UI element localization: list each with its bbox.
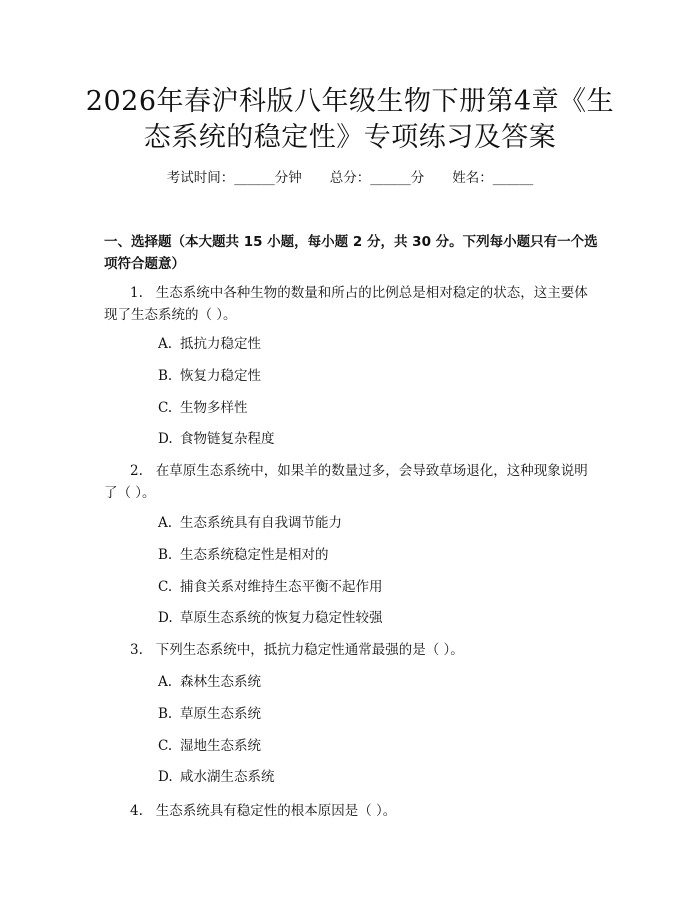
option-letter: B.: [158, 706, 173, 722]
question-4-text: 生态系统具有稳定性的根本原因是（ ）。: [155, 803, 397, 819]
option-letter: C.: [158, 400, 173, 416]
question-3-line-1: [104, 639, 604, 661]
option-text: 生态系统稳定性是相对的: [180, 547, 329, 563]
exam-meta: [0, 168, 700, 188]
option-text: 食物链复杂程度: [180, 431, 275, 447]
document-title-line-1: 2026年春沪科版八年级生物下册第4章《生: [85, 86, 615, 117]
question-3-option-d: [158, 767, 598, 787]
question-4-number: 4.: [130, 803, 143, 819]
section-heading-line-1: 一、选择题（本大题共 15 小题，每小题 2 分，共 30 分。下列每小题只有一个选: [104, 234, 598, 250]
option-letter: C.: [158, 579, 173, 595]
option-letter: A.: [158, 515, 173, 531]
exam-time: 考试时间：______分钟: [166, 170, 302, 186]
question-1-option-d: [158, 429, 598, 449]
question-3-option-b: [158, 704, 598, 724]
question-2-line-1: [104, 460, 604, 482]
question-1-option-b: [158, 366, 598, 386]
option-letter: D.: [158, 769, 173, 785]
question-1-option-a: [158, 334, 598, 354]
question-2-option-c: [158, 577, 598, 597]
option-text: 捕食关系对维持生态平衡不起作用: [180, 579, 383, 595]
question-3-option-c: [158, 736, 598, 756]
question-3-option-a: [158, 672, 598, 692]
question-3-text: 下列生态系统中，抵抗力稳定性通常最强的是（ ）。: [155, 642, 464, 658]
question-2-option-d: [158, 608, 598, 628]
option-text: 湿地生态系统: [180, 738, 261, 754]
option-letter: D.: [158, 610, 173, 626]
section-heading-line-2: 项符合题意）: [104, 256, 185, 272]
question-2-option-b: [158, 545, 598, 565]
option-letter: B.: [158, 368, 173, 384]
question-2-option-a: [158, 513, 598, 533]
question-1-option-c: [158, 398, 598, 418]
option-text: 草原生态系统: [180, 706, 261, 722]
option-letter: C.: [158, 738, 173, 754]
option-text: 恢复力稳定性: [180, 368, 261, 384]
option-letter: A.: [158, 674, 173, 690]
option-letter: A.: [158, 336, 173, 352]
option-text: 咸水湖生态系统: [180, 769, 275, 785]
question-2-text: 在草原生态系统中，如果羊的数量过多，会导致草场退化，这种现象说明: [155, 463, 588, 479]
option-letter: D.: [158, 431, 173, 447]
student-name: 姓名：______: [452, 170, 534, 186]
question-1-line-2: 现了生态系统的（ ）。: [104, 307, 237, 323]
question-4-line-1: [104, 800, 604, 822]
option-letter: B.: [158, 547, 173, 563]
question-2-line-2: 了（ ）。: [104, 485, 156, 501]
option-text: 抵抗力稳定性: [180, 336, 261, 352]
exam-score: 总分：______分: [329, 170, 425, 186]
question-1-number: 1.: [130, 285, 143, 301]
question-3-number: 3.: [130, 642, 143, 658]
option-text: 生态系统具有自我调节能力: [180, 515, 342, 531]
question-2-number: 2.: [130, 463, 143, 479]
option-text: 草原生态系统的恢复力稳定性较强: [180, 610, 383, 626]
document-title-line-2: 态系统的稳定性》专项练习及答案: [143, 122, 557, 153]
question-1-line-1: [104, 282, 604, 304]
option-text: 森林生态系统: [180, 674, 261, 690]
option-text: 生物多样性: [180, 400, 248, 416]
question-1-text: 生态系统中各种生物的数量和所占的比例总是相对稳定的状态，这主要体: [155, 285, 588, 301]
